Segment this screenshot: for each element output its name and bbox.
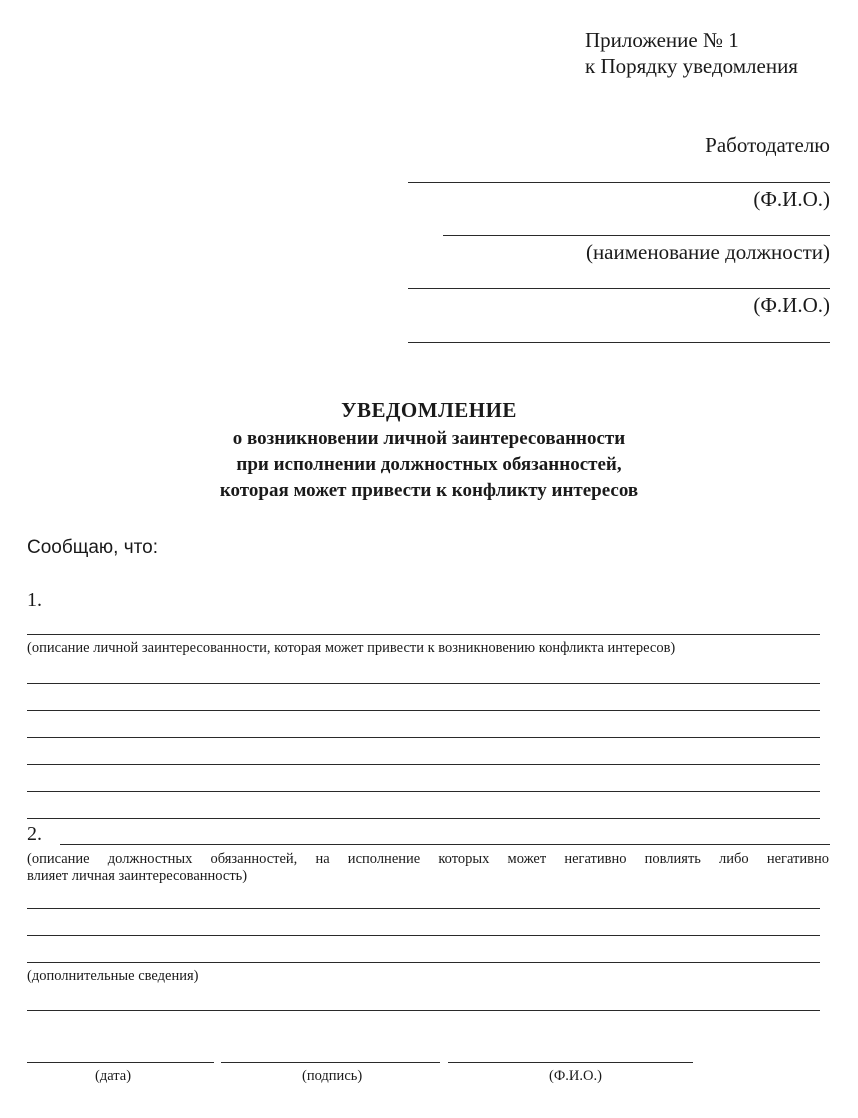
item1-fill-line xyxy=(27,818,820,819)
position-line xyxy=(443,235,830,236)
subtitle-line-2: при исполнении должностных обязанностей, xyxy=(236,454,622,475)
employee-extra-line xyxy=(408,342,830,343)
date-line xyxy=(27,1062,214,1063)
item1-number: 1. xyxy=(27,589,42,611)
addressee-label: Работодателю xyxy=(705,133,830,157)
document-title: УВЕДОМЛЕНИЕ xyxy=(341,398,517,422)
fio-line xyxy=(448,1062,693,1063)
intro-text: Сообщаю, что: xyxy=(27,537,158,558)
item1-fill-line xyxy=(27,683,820,684)
item1-fill-line xyxy=(27,764,820,765)
item2-caption-line-1: (описание должностных обязанностей, на исполнение которых может негативно повлиять либо негативно xyxy=(27,851,829,867)
date-caption: (дата) xyxy=(95,1068,132,1084)
employer-fio-caption: (Ф.И.О.) xyxy=(753,187,830,211)
item2-fill-line xyxy=(27,908,820,909)
item2-fill-line xyxy=(27,962,820,963)
item1-line xyxy=(27,634,820,635)
appendix-reference: к Порядку уведомления xyxy=(585,54,798,78)
position-caption: (наименование должности) xyxy=(585,240,830,264)
item2-fill-line xyxy=(27,935,820,936)
item1-fill-line xyxy=(27,737,820,738)
appendix-number: Приложение № 1 xyxy=(585,28,739,52)
additional-info-line xyxy=(27,1010,820,1011)
employee-fio-line xyxy=(408,288,830,289)
item2-number: 2. xyxy=(27,823,42,845)
employee-fio-caption: (Ф.И.О.) xyxy=(753,293,830,317)
signature-caption: (подпись) xyxy=(302,1068,363,1084)
item1-fill-line xyxy=(27,791,820,792)
item1-fill-line xyxy=(27,710,820,711)
subtitle-line-3: которая может привести к конфликту интересов xyxy=(219,480,639,501)
item2-caption-line-2: влияет личная заинтересованность) xyxy=(27,868,248,884)
additional-info-caption: (дополнительные сведения) xyxy=(27,968,199,984)
subtitle-line-1: о возникновении личной заинтересованности xyxy=(232,428,626,449)
item1-caption: (описание личной заинтересованности, которая может привести к возникновению конфликта интересов) xyxy=(27,640,676,656)
item2-line xyxy=(60,844,830,845)
signature-line xyxy=(221,1062,440,1063)
fio-caption: (Ф.И.О.) xyxy=(549,1068,602,1084)
employer-fio-line xyxy=(408,182,830,183)
